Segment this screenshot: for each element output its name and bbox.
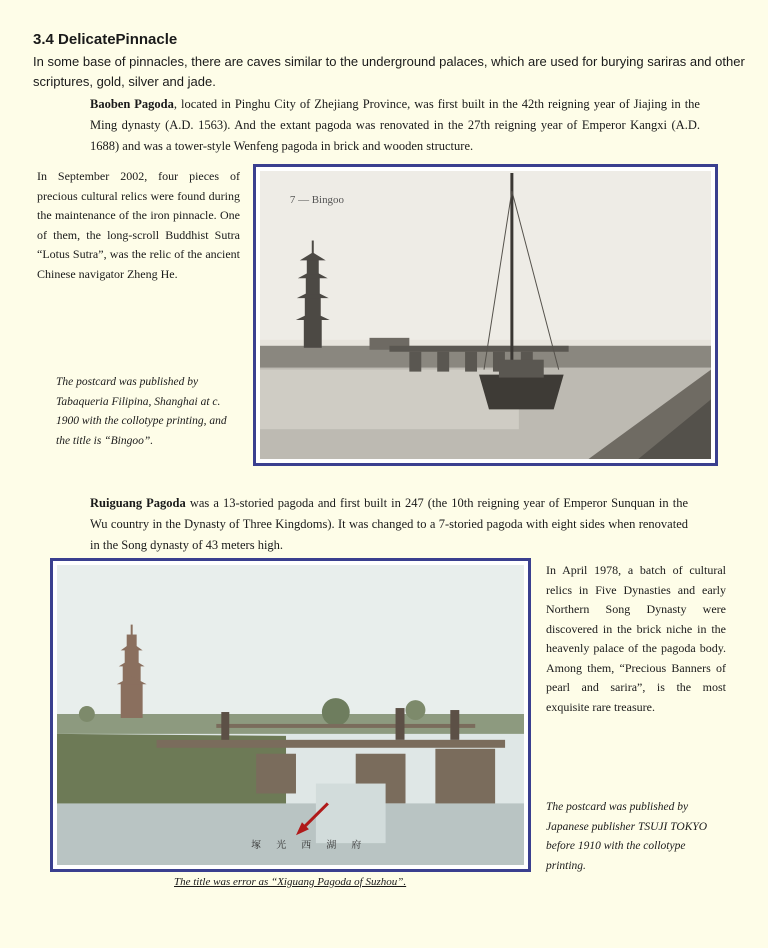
ruiguang-paragraph [90,493,688,556]
baoben-paragraph [90,94,700,157]
baoben-name: Baoben Pagoda [90,97,174,111]
ruiguang-postcard-frame [50,558,531,872]
baoben-caption: The postcard was published by Tabaqueria Filipina, Shanghai at c. 1900 with the collotype printing, and the title is “Bingoo”. [56,376,227,447]
ruiguang-name: Ruiguang Pagoda [90,496,186,510]
ruiguang-caption: The postcard was published by Japanese publisher TSUJI TOKYO before 1910 with the collotype printing. [546,801,708,872]
baoben-postcard-frame [253,164,718,466]
ruiguang-title-note: The title was error as “Xiguang Pagoda of Suzhou”. [174,876,407,888]
baoben-photo-label: 7 — Bingoo [289,193,344,206]
baoben-description: , located in Pinghu City of Zhejiang Province, was first built in the 42th reigning year of Jiajing in the Ming dynasty (A.D. 1563). And the extant pagoda was renovated in the 27th reigning year of Emperor Kangxi (A.D. 1688) and was a tower-style Wenfeng pagoda in brick and wooden structure. [90,97,700,153]
ruiguang-description: was a 13-storied pagoda and first built in 247 (the 10th reigning year of Emperor Sunquan in the Wu country in the Dynasty of Three Kingdoms). It was changed to a 7-storied pagoda with eight sides when renovated in the Song dynasty of 43 meters high. [90,496,688,552]
ruiguang-photo-label: 塚 光 西 湖 府 [251,840,368,852]
ruiguang-postcard-photo [57,565,524,865]
baoben-postcard-photo [260,171,711,459]
section-intro: In some base of pinnacles, there are caves similar to the underground palaces, which are used for burying sariras and other scriptures, gold, silver and jade. [33,54,745,89]
ruiguang-side-text: In April 1978, a batch of cultural relics in Five Dynasties and early Northern Song Dynasty were discovered in the brick niche in the heavenly palace of the pagoda body. Among them, “Precious Banners of pearl and sarira”, is the most exquisite rare treasure. [546,563,726,714]
baoben-side-text: In September 2002, four pieces of precious cultural relics were found during the maintenance of the iron pinnacle. One of them, the long-scroll Buddhist Sutra “Lotus Sutra”, was the relic of the ancient Chinese navigator Zheng He. [37,169,240,281]
section-title: 3.4 DelicatePinnacle [33,31,178,48]
